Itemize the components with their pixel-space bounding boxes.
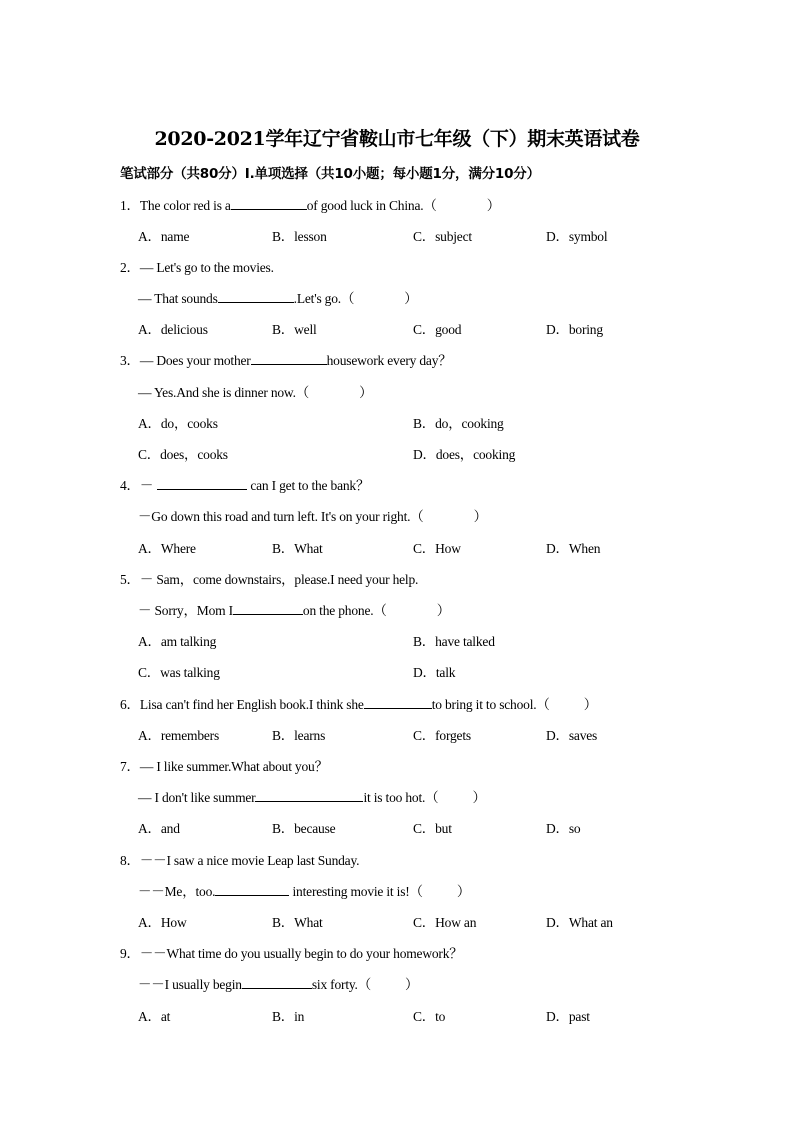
option-d: D．past xyxy=(546,1009,590,1024)
question-7-stem: 7．— I like summer.What about you？ xyxy=(120,759,328,774)
question-2-stem-line-2: — That sounds .Let's go.（ ） xyxy=(138,291,418,306)
option-d: D．does，cooking xyxy=(413,447,516,462)
option-b: B．What xyxy=(272,541,323,556)
option-d: D．When xyxy=(546,541,601,556)
option-d: D．What an xyxy=(546,915,613,930)
option-b: B．What xyxy=(272,915,323,930)
option-c: C．forgets xyxy=(413,728,471,743)
option-d: D．so xyxy=(546,821,581,836)
question-5-stem-line-2: － Sorry，Mom I on the phone.（ ） xyxy=(138,603,451,618)
question-7-stem-line-2: — I don't like summer it is too hot.（ ） xyxy=(138,790,486,805)
option-a: A．How xyxy=(138,915,187,930)
question-8-stem-line-2: －－Me，too. interesting movie it is!（ ） xyxy=(138,884,471,899)
answer-blank xyxy=(251,351,327,365)
option-b: B．have talked xyxy=(413,634,495,649)
option-b: B．well xyxy=(272,322,317,337)
option-c: C．but xyxy=(413,821,452,836)
question-4-stem-line-2: －Go down this road and turn left. It's on your right.（ ） xyxy=(138,509,487,524)
question-6-stem: 6．Lisa can't find her English book.I think she to bring it to school.（ ） xyxy=(120,697,598,712)
question-2-stem: 2．— Let's go to the movies. xyxy=(120,260,274,275)
option-a: A．name xyxy=(138,229,190,244)
option-a: A．do，cooks xyxy=(138,416,218,431)
option-b: B．in xyxy=(272,1009,305,1024)
option-a: A．delicious xyxy=(138,322,208,337)
question-3-stem-line-2: — Yes.And she is dinner now.（ ） xyxy=(138,385,373,400)
question-8-stem: 8．－－I saw a nice movie Leap last Sunday. xyxy=(120,853,360,868)
answer-blank xyxy=(364,695,432,709)
option-b: B．lesson xyxy=(272,229,327,244)
answer-blank xyxy=(255,788,363,802)
question-9-stem: 9．－－What time do you usually begin to do your homework？ xyxy=(120,946,463,961)
answer-blank xyxy=(215,882,289,896)
option-b: B．learns xyxy=(272,728,326,743)
question-4-stem: 4．－ can I get to the bank？ xyxy=(120,478,370,493)
option-d: D．boring xyxy=(546,322,603,337)
answer-blank xyxy=(233,601,303,615)
option-c: C．was talking xyxy=(138,665,220,680)
answer-blank xyxy=(242,975,312,989)
option-d: D．saves xyxy=(546,728,598,743)
option-b: B．do，cooking xyxy=(413,416,504,431)
option-a: A．remembers xyxy=(138,728,220,743)
answer-blank xyxy=(218,289,294,303)
option-a: A．am talking xyxy=(138,634,217,649)
answer-blank xyxy=(157,476,247,490)
question-5-stem: 5．－ Sam，come downstairs，please.I need your help. xyxy=(120,572,419,587)
option-c: C．How an xyxy=(413,915,477,930)
option-c: C．How xyxy=(413,541,461,556)
option-c: C．subject xyxy=(413,229,472,244)
option-c: C．good xyxy=(413,322,462,337)
option-d: D．talk xyxy=(413,665,456,680)
option-a: A．Where xyxy=(138,541,196,556)
option-c: C．to xyxy=(413,1009,446,1024)
section-heading: 笔试部分（共80分）I.单项选择（共10小题；每小题1分，满分10分） xyxy=(120,166,540,182)
option-d: D．symbol xyxy=(546,229,608,244)
answer-blank xyxy=(231,196,307,210)
option-a: A．at xyxy=(138,1009,171,1024)
option-b: B．because xyxy=(272,821,336,836)
option-a: A．and xyxy=(138,821,180,836)
question-9-stem-line-2: －－I usually begin six forty.（ ） xyxy=(138,977,419,992)
question-1-stem: 1．The color red is a of good luck in China.（ ） xyxy=(120,198,501,213)
question-3-stem: 3．— Does your mother housework every day？ xyxy=(120,353,452,368)
page-title: 2020-2021学年辽宁省鞍山市七年级（下）期末英语试卷 xyxy=(154,128,640,150)
option-c: C．does，cooks xyxy=(138,447,228,462)
